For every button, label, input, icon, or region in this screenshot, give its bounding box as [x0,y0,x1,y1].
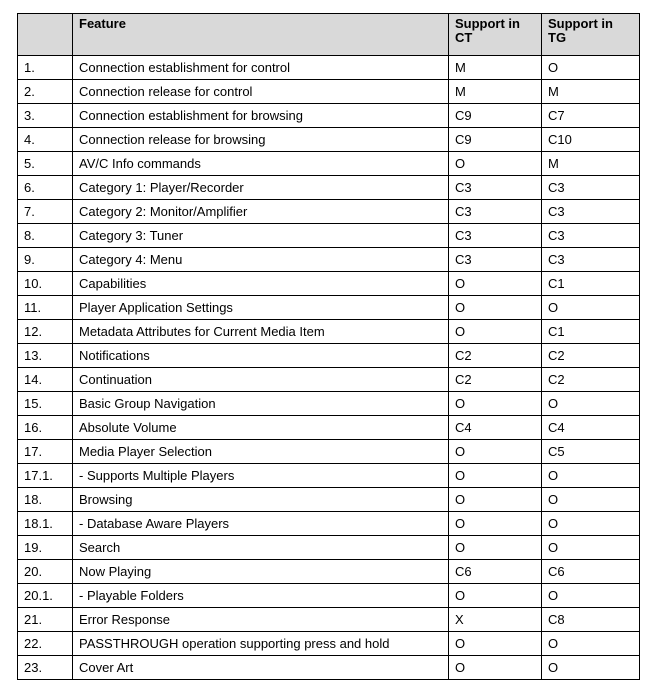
cell-feature: - Playable Folders [73,584,449,608]
cell-feature: Player Application Settings [73,296,449,320]
cell-support-ct: M [449,80,542,104]
cell-support-tg: C5 [542,440,640,464]
table-row [18,392,640,416]
cell-support-ct: M [449,56,542,80]
table-header [18,14,640,56]
cell-support-tg: O [542,488,640,512]
cell-support-ct: C3 [449,200,542,224]
cell-number: 11. [18,296,73,320]
cell-support-ct: C9 [449,104,542,128]
cell-number: 21. [18,608,73,632]
cell-support-tg: C3 [542,176,640,200]
header-support-tg: Support in TG [542,14,640,56]
cell-support-tg: O [542,512,640,536]
cell-support-tg: O [542,656,640,680]
cell-support-tg: O [542,296,640,320]
cell-number: 20.1. [18,584,73,608]
cell-feature: Basic Group Navigation [73,392,449,416]
cell-number: 14. [18,368,73,392]
table-row [18,368,640,392]
cell-number: 2. [18,80,73,104]
header-feature: Feature [73,14,449,56]
cell-support-ct: O [449,320,542,344]
feature-support-table [17,13,640,680]
cell-support-ct: O [449,584,542,608]
cell-support-ct: C3 [449,176,542,200]
cell-support-tg: C1 [542,320,640,344]
table-row [18,512,640,536]
cell-number: 9. [18,248,73,272]
cell-feature: - Database Aware Players [73,512,449,536]
cell-support-tg: O [542,392,640,416]
table-row [18,464,640,488]
table-row [18,248,640,272]
table-row [18,200,640,224]
table-row [18,176,640,200]
cell-support-ct: C3 [449,248,542,272]
cell-support-ct: C4 [449,416,542,440]
cell-number: 19. [18,536,73,560]
table-row [18,344,640,368]
table-row [18,536,640,560]
cell-support-tg: O [542,464,640,488]
cell-support-ct: X [449,608,542,632]
table-row [18,296,640,320]
cell-support-tg: C3 [542,248,640,272]
table-row [18,440,640,464]
cell-number: 10. [18,272,73,296]
cell-number: 20. [18,560,73,584]
cell-number: 5. [18,152,73,176]
cell-feature: Category 1: Player/Recorder [73,176,449,200]
cell-support-ct: C2 [449,344,542,368]
cell-support-tg: M [542,152,640,176]
cell-support-ct: O [449,296,542,320]
cell-number: 4. [18,128,73,152]
cell-support-ct: O [449,464,542,488]
cell-feature: Error Response [73,608,449,632]
cell-support-ct: O [449,440,542,464]
cell-number: 8. [18,224,73,248]
cell-support-tg: C7 [542,104,640,128]
table-row [18,272,640,296]
cell-feature: Connection establishment for browsing [73,104,449,128]
cell-feature: Metadata Attributes for Current Media Item [73,320,449,344]
cell-number: 15. [18,392,73,416]
cell-support-tg: C8 [542,608,640,632]
table-row [18,608,640,632]
cell-support-ct: C9 [449,128,542,152]
cell-number: 6. [18,176,73,200]
cell-feature: Category 3: Tuner [73,224,449,248]
cell-number: 7. [18,200,73,224]
table-row [18,656,640,680]
cell-number: 23. [18,656,73,680]
cell-support-ct: O [449,272,542,296]
cell-support-ct: O [449,392,542,416]
cell-number: 13. [18,344,73,368]
cell-support-tg: O [542,536,640,560]
cell-support-tg: C10 [542,128,640,152]
header-support-ct: Support in CT [449,14,542,56]
table-row [18,152,640,176]
cell-number: 3. [18,104,73,128]
cell-feature: Connection release for browsing [73,128,449,152]
cell-number: 18.1. [18,512,73,536]
table-row [18,632,640,656]
cell-support-ct: O [449,488,542,512]
cell-support-tg: O [542,632,640,656]
header-number [18,14,73,56]
cell-support-tg: O [542,584,640,608]
cell-support-ct: C3 [449,224,542,248]
cell-feature: - Supports Multiple Players [73,464,449,488]
cell-feature: Notifications [73,344,449,368]
cell-number: 17.1. [18,464,73,488]
cell-feature: Now Playing [73,560,449,584]
cell-support-ct: O [449,512,542,536]
cell-number: 1. [18,56,73,80]
table-row [18,224,640,248]
cell-feature: Category 4: Menu [73,248,449,272]
cell-feature: Continuation [73,368,449,392]
cell-feature: Browsing [73,488,449,512]
cell-support-tg: C2 [542,368,640,392]
cell-feature: Media Player Selection [73,440,449,464]
cell-support-tg: C4 [542,416,640,440]
header-row [18,14,640,56]
cell-feature: Connection release for control [73,80,449,104]
cell-support-tg: C1 [542,272,640,296]
table-row [18,128,640,152]
cell-feature: AV/C Info commands [73,152,449,176]
cell-support-ct: O [449,632,542,656]
cell-support-tg: O [542,56,640,80]
table-row [18,320,640,344]
table-row [18,80,640,104]
cell-support-ct: C6 [449,560,542,584]
table-row [18,56,640,80]
cell-feature: Absolute Volume [73,416,449,440]
cell-support-ct: O [449,152,542,176]
table-row [18,584,640,608]
cell-support-tg: C3 [542,200,640,224]
table-row [18,488,640,512]
cell-feature: PASSTHROUGH operation supporting press and hold [73,632,449,656]
cell-support-tg: M [542,80,640,104]
cell-number: 18. [18,488,73,512]
cell-number: 22. [18,632,73,656]
table-body [18,56,640,680]
cell-support-tg: C3 [542,224,640,248]
cell-support-ct: O [449,656,542,680]
table-row [18,560,640,584]
cell-number: 12. [18,320,73,344]
cell-feature: Connection establishment for control [73,56,449,80]
cell-feature: Capabilities [73,272,449,296]
table-row [18,416,640,440]
cell-feature: Cover Art [73,656,449,680]
cell-support-ct: C2 [449,368,542,392]
table-row [18,104,640,128]
cell-support-ct: O [449,536,542,560]
cell-number: 17. [18,440,73,464]
cell-feature: Category 2: Monitor/Amplifier [73,200,449,224]
cell-support-tg: C6 [542,560,640,584]
cell-support-tg: C2 [542,344,640,368]
cell-feature: Search [73,536,449,560]
cell-number: 16. [18,416,73,440]
